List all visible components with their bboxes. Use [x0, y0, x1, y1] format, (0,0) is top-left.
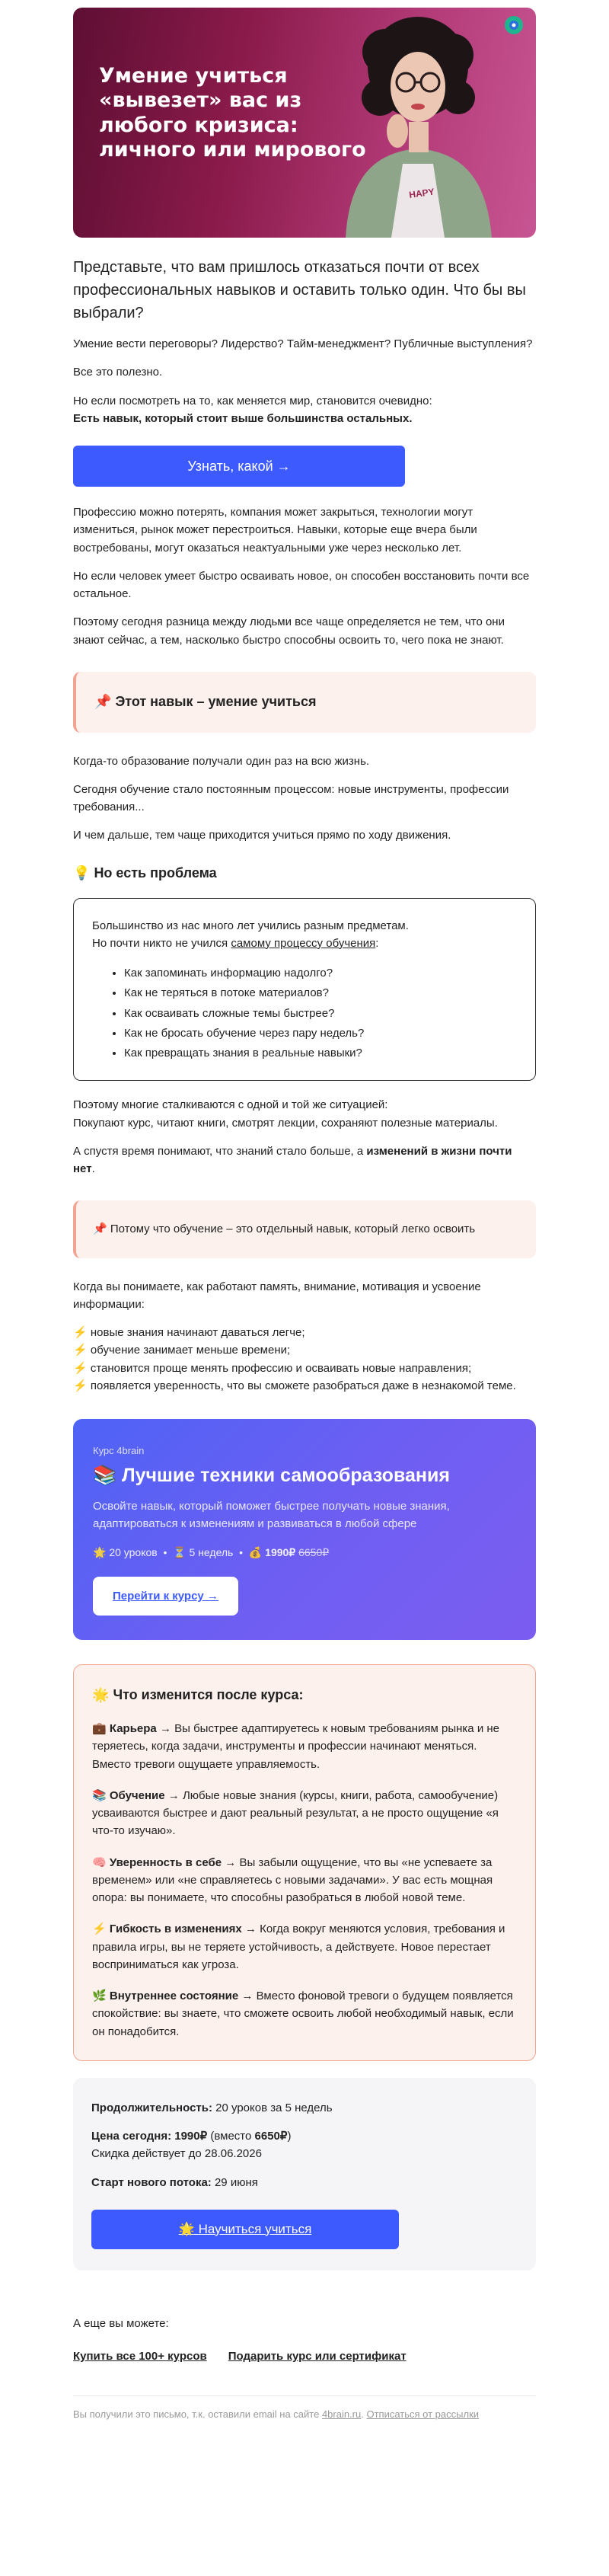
list-item: • Как превращать знания в реальные навыки? [124, 1044, 517, 1062]
course-title: 📚 Лучшие техники самообразования [93, 1465, 450, 1487]
briefcase-icon: 💼 [92, 1722, 107, 1735]
body-paragraph: Профессию можно потерять, компания может закрыться, технологии могут измениться, рынок может перестроиться. Навыки, которые еще вчера были востребованы, могут оказаться неактуальными уже через несколько лет. [73, 506, 477, 555]
list-item: • Как осваивать сложные темы быстрее? [124, 1005, 517, 1022]
price-row: Цена сегодня: 1990₽ (вместо 6650₽) Скидка действует до 28.06.2026 [91, 2127, 518, 2163]
buy-all-courses-link[interactable]: Купить все 100+ курсов [73, 2350, 207, 2363]
list-item: • Как не теряться в потоке материалов? [124, 984, 517, 1002]
body-paragraph: Поэтому сегодня разница между людьми все чаще определяется не тем, что они знают сейчас, а тем, насколько быстро способны освоить то, чего пока не знают. [73, 615, 505, 647]
hero-banner [73, 8, 536, 238]
gift-course-link[interactable]: Подарить курс или сертификат [228, 2350, 407, 2363]
list-item: • Как не бросать обучение через пару недель? [124, 1024, 517, 1042]
change-item-learning: 📚 Обучение → Любые новые знания (курсы, книги, работа, самообучение) усваиваются быстрее и дают реальный результат, а не просто ощущение «я что-то изучаю». [92, 1788, 499, 1838]
change-item-inner-state: 🌿 Внутреннее состояние → Вместо фоновой тревоги о будущем появляется спокойствие: вы знаете, что сможете освоить любой необходимый навык, если он понадобится. [92, 1990, 514, 2038]
body-paragraph: Когда вы понимаете, как работают память, внимание, мотивация и усвоение информации: [73, 1280, 481, 1311]
skill-callout: 📌 Этот навык – умение учиться [73, 672, 536, 733]
body-paragraph: А спустя время понимают, что знаний стало больше, а изменений в жизни почти нет. [73, 1144, 512, 1176]
moneybag-icon: 💰 [248, 1546, 263, 1559]
changes-heading: 🌟 Что изменится после курса: [92, 1687, 304, 1703]
star-icon: 🌟 [178, 2221, 195, 2236]
learn-to-learn-button[interactable]: 🌟 Научиться учиться [91, 2210, 399, 2249]
brand-logo-icon [504, 15, 524, 35]
svg-text:HAPY: HAPY [408, 186, 435, 200]
list-item: • Как запоминать информацию надолго? [124, 964, 517, 982]
body-paragraph: Сегодня обучение стало постоянным процессом: новые инструменты, профессии требования... [73, 782, 509, 814]
change-item-career: 💼 Карьера → Вы быстрее адаптируетесь к новым требованиям рынка и не теряетесь, когда задачи, инструменты и профессии начинают меняться. Вместо тревоги ощущаете управляемость. [92, 1722, 499, 1771]
duration: 5 недель [189, 1546, 234, 1559]
star-icon: 🌟 [93, 1546, 107, 1559]
pushpin-icon: 📌 [93, 1222, 107, 1236]
go-to-course-button[interactable]: Перейти к курсу → [93, 1577, 238, 1616]
footer: Вы получили это письмо, т.к. оставили email на сайте 4brain.ru. Отписаться от рассылки [73, 2395, 536, 2422]
herb-icon: 🌿 [92, 1990, 107, 2002]
learning-skill-callout: 📌 Потому что обучение – это отдельный навык, который легко освоить [73, 1200, 536, 1258]
course-description: Освойте навык, который поможет быстрее получать новые знания, адаптироваться к изменениям и развиваться в любой сфере [93, 1499, 450, 1530]
lightning-icon: ⚡ [73, 1344, 88, 1357]
more-options-text: А еще вы можете: [73, 2316, 169, 2330]
course-info-box [73, 2078, 536, 2271]
discount-note: Скидка действует до 28.06.2026 [91, 2147, 262, 2161]
list-item: ⚡ новые знания начинают даваться легче; [73, 1326, 305, 1340]
change-item-confidence: 🧠 Уверенность в себе → Вы забыли ощущение, что вы «не успеваете за временем» или «не справляетесь с новыми задачами». У вас есть мощная опора: вы понимаете, что способны разобраться в любой новой теме. [92, 1855, 493, 1904]
hourglass-icon: ⏳ [173, 1546, 187, 1559]
course-price: 1990₽ [265, 1546, 296, 1559]
intro-paragraph: Но если посмотреть на то, как меняется мир, становится очевидно: Есть навык, который стоит выше большинства остальных. [73, 394, 432, 425]
hero-title: Умение учиться «вывезет» вас из любого кризиса: личного или мирового [99, 64, 366, 162]
lightbulb-icon: 💡 [73, 865, 91, 881]
lightning-icon: ⚡ [73, 1361, 88, 1375]
changes-box [73, 1664, 536, 2061]
course-old-price: 6650₽ [298, 1546, 330, 1559]
books-icon: 📚 [93, 1465, 117, 1487]
lightning-icon: ⚡ [73, 1326, 88, 1340]
body-paragraph: И чем дальше, тем чаще приходится учиться прямо по ходу движения. [73, 829, 451, 842]
learn-which-button[interactable]: Узнать, какой → [73, 446, 405, 487]
benefits-list [73, 1324, 536, 1395]
change-item-flexibility: ⚡ Гибкость в изменениях → Когда вокруг меняются условия, требования и правила игры, вы не теряете устойчивость, а действуете. Новое перестает восприниматься как угроза. [92, 1922, 505, 1971]
key-statement: Есть навык, который стоит выше большинства остальных. [73, 411, 413, 425]
list-item: ⚡ становится проще менять профессию и осваивать новые направления; [73, 1361, 472, 1375]
course-card [73, 1419, 536, 1640]
unsubscribe-link[interactable]: Отписаться от рассылки [366, 2408, 480, 2421]
lightning-icon: ⚡ [92, 1922, 107, 1936]
duration-row: Продолжительность: 20 уроков за 5 недель [91, 2101, 333, 2114]
problem-heading: 💡 Но есть проблема [73, 865, 217, 881]
pushpin-icon: 📌 [94, 693, 112, 709]
star-icon: 🌟 [92, 1687, 110, 1703]
books-icon: 📚 [92, 1788, 107, 1802]
body-paragraph: Поэтому многие сталкиваются с одной и той же ситуацией: Покупают курс, читают книги, смотрят лекции, сохраняют полезные материалы. [73, 1098, 498, 1130]
woman-portrait-illustration [330, 8, 505, 238]
brain-icon: 🧠 [92, 1855, 107, 1869]
list-item: ⚡ появляется уверенность, что вы сможете разобраться даже в незнакомой теме. [73, 1379, 516, 1392]
lightning-icon: ⚡ [73, 1379, 88, 1392]
problem-box: Большинство из нас много лет учились разным предметам. Но почти никто не учился самому процессу обучения: • Как запоминать информацию надолго? • Как не теряться в потоке материалов? • Как осваивать сложные темы быстрее? • Как не бросать обучение через пару недель? • Как превращать знания в реальные навыки? [73, 898, 536, 1082]
site-link[interactable]: 4brain.ru [321, 2408, 362, 2421]
body-paragraph: Когда-то образование получали один раз на всю жизнь. [73, 754, 370, 768]
intro-paragraph: Все это полезно. [73, 366, 163, 379]
start-row: Старт нового потока: 29 июня [91, 2175, 258, 2189]
intro-paragraph: Умение вести переговоры? Лидерство? Тайм-менеджмент? Публичные выступления? [73, 337, 533, 350]
course-kicker: Курс 4brain [93, 1445, 145, 1457]
more-links [73, 2347, 536, 2365]
list-item: ⚡ обучение занимает меньше времени; [73, 1344, 291, 1357]
lead-question: Представьте, что вам пришлось отказаться почти от всех профессиональных навыков и оставить только один. Что бы вы выбрали? [73, 259, 526, 321]
lessons-count: 20 уроков [109, 1546, 158, 1559]
body-paragraph: Но если человек умеет быстро осваивать новое, он способен восстановить почти все остальное. [73, 569, 530, 600]
learning-process-link[interactable]: самому процессу обучения [231, 936, 376, 950]
course-meta: 🌟 20 уроков • ⏳ 5 недель • 💰 1990₽ 6650₽ [93, 1546, 330, 1559]
questions-list [92, 964, 517, 1062]
